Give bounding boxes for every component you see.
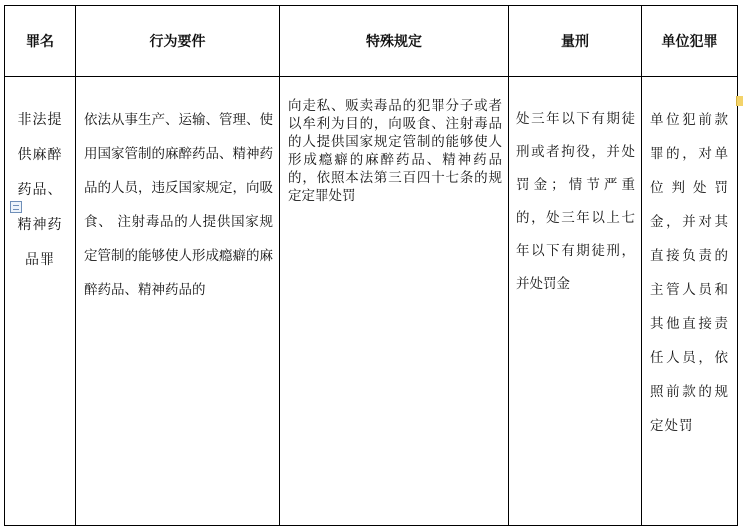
cell-special <box>280 77 509 526</box>
table-header-row <box>5 6 738 77</box>
cell-conduct <box>76 77 280 526</box>
conduct-text: 依法从事生产、运输、管理、使用国家管制的麻醉药品、精神药品的人员，违反国家规定，向吸食、 注射毒品的人提供国家规定管制的能够使人形成瘾癖的麻醉药品、精神药品的 <box>84 112 273 298</box>
edge-marker-icon <box>736 96 743 106</box>
special-provision-text: 向走私、贩卖毒品的犯罪分子或者以牟利为目的，向吸食、注射毒品的人提供国家规定管制的能够使人形成瘾癖的麻醉药品、精神药品的，依照本法第三百四十七条的规定定罪处罚 <box>288 98 502 204</box>
header-penalty: 量刑 <box>509 6 642 77</box>
penalty-text: 处三年以下有期徒刑或者拘役，并处罚金；情节严重的，处三年以上七年以下有期徒刑，并处罚金 <box>516 111 635 292</box>
cell-unit <box>642 77 738 526</box>
document-note-icon[interactable] <box>10 201 22 213</box>
unit-crime-text: 单位犯前款罪的，对单位判处罚金，并对其直接负责的主管人员和其他直接责任人员，依照前款的规定处罚 <box>650 112 729 434</box>
header-crime: 罪名 <box>5 6 76 77</box>
header-unit: 单位犯罪 <box>642 6 738 77</box>
header-special: 特殊规定 <box>280 6 509 77</box>
crime-table <box>4 5 738 526</box>
crime-name-text: 非法提供麻醉药品、精神药品罪 <box>17 112 63 268</box>
cell-crime <box>5 77 76 526</box>
table-row <box>5 77 738 526</box>
cell-penalty <box>509 77 642 526</box>
header-conduct: 行为要件 <box>76 6 280 77</box>
